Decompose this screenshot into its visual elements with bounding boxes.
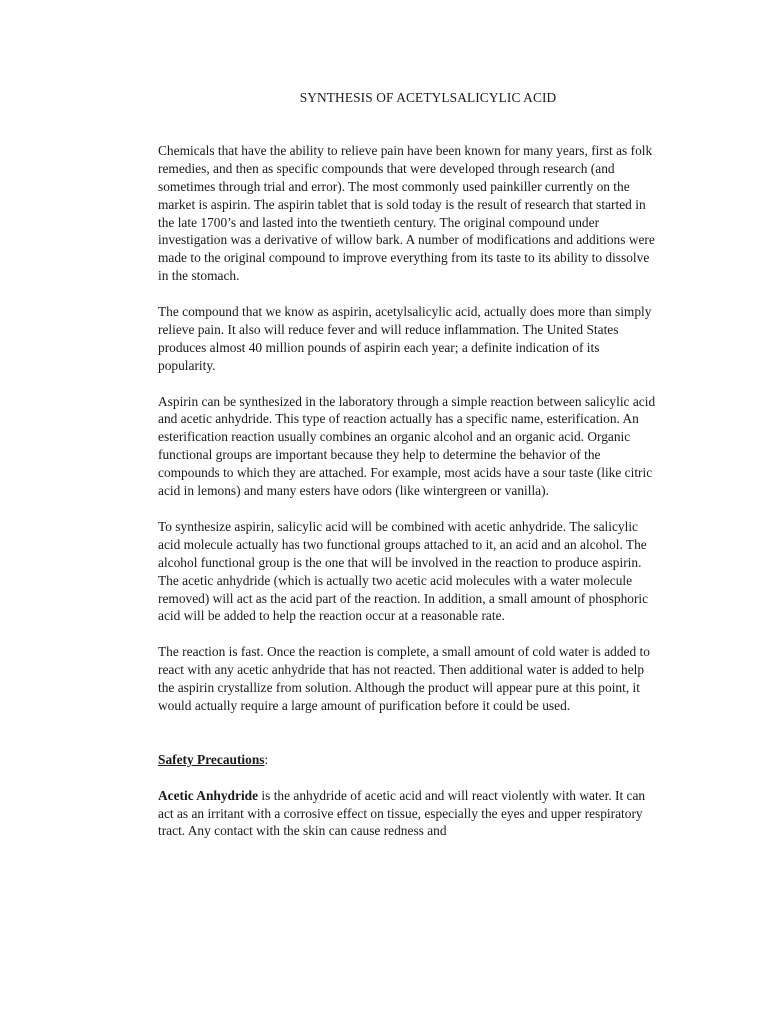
paragraph-esterification: Aspirin can be synthesized in the laboratory through a simple reaction between salicylic acid and acetic anhydride. This type of reaction actually has a specific name, esterification. An esterification reaction usually combines an organic alcohol and an organic acid. Organic functional groups are important because they help to determine the behavior of the compounds to which they are attached. For example, most acids have a sour taste (like citric acid in lemons) and many esters have odors (like wintergreen or vanilla). bbox=[158, 393, 656, 499]
safety-heading-colon: : bbox=[264, 751, 269, 767]
safety-heading-text: Safety Precautions bbox=[158, 751, 265, 767]
document-page bbox=[158, 89, 656, 858]
paragraph-synthesis: To synthesize aspirin, salicylic acid will be combined with acetic anhydride. The salicylic acid molecule actually has two functional groups attached to it, an acid and an alcohol. The alcohol functional group is the one that will be involved in the reaction to produce aspirin. The acetic anhydride (which is actually two acetic acid molecules with a water molecule removed) will act as the acid part of the reaction. In addition, a small amount of phosphoric acid will be added to help the reaction occur at a reasonable rate. bbox=[158, 518, 649, 624]
acetic-anhydride-text: is the anhydride of acetic acid and will react violently with water. It can act as an irritant with a corrosive effect on tissue, especially the eyes and upper respiratory tract. Any contact with the skin can cause redness and bbox=[158, 787, 646, 839]
paragraph-reaction: The reaction is fast. Once the reaction is complete, a small amount of cold water is added to react with any acetic anhydride that has not reacted. Then additional water is added to help the aspirin crystallize from solution. Although the product will appear pure at this point, it would actually require a large amount of purification before it could be used. bbox=[158, 644, 650, 713]
acetic-anhydride-term: Acetic Anhydride bbox=[158, 787, 259, 803]
document-title: SYNTHESIS OF ACETYLSALICYLIC ACID bbox=[299, 90, 557, 105]
paragraph-acetic-anhydride bbox=[158, 787, 656, 841]
paragraph-intro: Chemicals that have the ability to relieve pain have been known for many years, first as folk remedies, and then as specific compounds that were developed through research (and sometimes through trial and error). The most commonly used painkiller currently on the market is aspirin. The aspirin tablet that is sold today is the result of research that started in the late 1700’s and lasted into the twentieth century. The original compound under investigation was a derivative of willow bark. A number of modifications and additions were made to the original compound to improve everything from its taste to its ability to dissolve in the stomach. bbox=[158, 142, 655, 284]
safety-heading bbox=[158, 751, 656, 769]
paragraph-aspirin-uses: The compound that we know as aspirin, acetylsalicylic acid, actually does more than simply relieve pain. It also will reduce fever and will reduce inflammation. The United States produces almost 40 million pounds of aspirin each year; a definite indication of its popularity. bbox=[158, 304, 652, 373]
